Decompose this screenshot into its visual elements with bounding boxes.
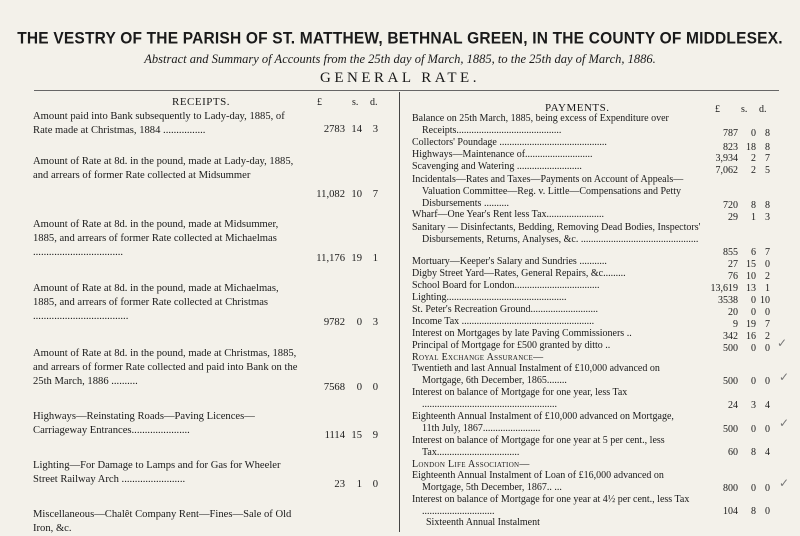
- receipt-1-pounds: 11,082: [316, 189, 345, 200]
- payment-item-13: Interest on Mortgages by late Paving Commissioners ..: [412, 328, 632, 339]
- payment-21-pounds: 800: [723, 483, 738, 494]
- check-mark-icon: ✓: [777, 336, 788, 350]
- payment-item-4: Incidentals—Rates and Taxes—Payments on Account of Appeals—Valuation Committee—Reg. v. Little—Compensations and Petty Disbursements ..........: [412, 174, 684, 209]
- payment-5-pence: 3: [765, 212, 770, 223]
- payment-22-pence: 0: [765, 506, 770, 517]
- receipt-6-pence: 0: [372, 479, 378, 490]
- payment-item-12: Income Tax .....................................................: [412, 316, 595, 327]
- payment-12-pounds: 9: [733, 319, 738, 330]
- receipt-5-pence: 9: [372, 430, 378, 441]
- payments-unit-pounds: £: [715, 104, 720, 115]
- payment-14-pence: 0: [765, 343, 770, 354]
- receipt-1-shillings: 10: [351, 189, 362, 200]
- receipt-4-pence: 0: [372, 382, 378, 393]
- payment-9-shillings: 13: [746, 283, 756, 294]
- payment-14-pounds: 500: [723, 343, 738, 354]
- payment-1-shillings: 18: [746, 142, 756, 153]
- payment-item-5: Wharf—One Year's Rent less Tax.......................: [412, 209, 605, 220]
- payment-0-pence: 8: [765, 128, 770, 139]
- payment-22-shillings: 8: [751, 506, 756, 517]
- receipt-1-pence: 7: [372, 189, 378, 200]
- receipt-0-pounds: 2783: [323, 124, 345, 135]
- payment-14-shillings: 0: [751, 343, 756, 354]
- payment-4-pounds: 720: [723, 200, 738, 211]
- payment-7-pounds: 27: [728, 259, 738, 270]
- payment-3-pence: 5: [765, 165, 770, 176]
- payment-item-9: School Board for London..................................: [412, 280, 600, 291]
- section-heading: GENERAL RATE.: [320, 70, 480, 86]
- receipt-item-0: Amount paid into Bank subsequently to Lady-day, 1885, of Rate made at Christmas, 1884 ................: [33, 111, 285, 137]
- receipt-5-shillings: 15: [351, 430, 362, 441]
- payment-item-21: Eighteenth Annual Instalment of Loan of £16,000 advanced on Mortgage, 5th December, 1867.. ...: [412, 470, 664, 493]
- payments-heading: PAYMENTS.: [545, 102, 610, 114]
- payment-item-18: Eighteenth Annual Instalment of £10,000 advanced on Mortgage, 11th July, 1867.......................: [412, 411, 674, 434]
- receipts-unit-shillings: s.: [352, 97, 359, 108]
- payment-21-shillings: 0: [751, 483, 756, 494]
- document-title: THE VESTRY OF THE PARISH OF ST. MATTHEW, BETHNAL GREEN, IN THE COUNTY OF MIDDLESEX.: [17, 29, 783, 48]
- payment-5-pounds: 29: [728, 212, 738, 223]
- payment-8-pence: 2: [765, 271, 770, 282]
- payment-3-pounds: 7,062: [715, 165, 738, 176]
- receipt-3-pence: 3: [372, 317, 378, 328]
- payment-21-pence: 0: [765, 483, 770, 494]
- receipt-item-5: Highways—Reinstating Roads—Paving Licences—Carriageway Entrances......................: [33, 411, 255, 437]
- payment-9-pounds: 13,619: [710, 283, 738, 294]
- payment-11-shillings: 0: [751, 307, 756, 318]
- payment-10-pounds: 3538: [718, 295, 738, 306]
- payment-10-shillings: 0: [751, 295, 756, 306]
- payment-2-pounds: 3,934: [715, 153, 738, 164]
- payment-item-6: Sanitary — Disinfectants, Bedding, Removing Dead Bodies, Inspectors' Disbursements, Returns, Analyses, &c. ...............................................: [412, 222, 701, 245]
- column-divider: [399, 92, 400, 532]
- payment-13-pounds: 342: [723, 331, 738, 342]
- payment-0-shillings: 0: [751, 128, 756, 139]
- payment-17-pence: 4: [765, 400, 770, 411]
- payment-item-2: Highways—Maintenance of...........................: [412, 149, 593, 160]
- payment-item-15: Royal Exchange Assurance—: [412, 352, 544, 363]
- payment-16-shillings: 0: [751, 376, 756, 387]
- receipt-item-6: Lighting—For Damage to Lamps and for Gas for Wheeler Street Railway Arch ........................: [33, 460, 281, 486]
- payment-6-pence: 7: [765, 247, 770, 258]
- payment-item-3: Scavenging and Watering ..........................: [412, 161, 582, 172]
- payment-item-0: Balance on 25th March, 1885, being excess of Expenditure over Receipts..........................................: [412, 113, 669, 136]
- check-mark-icon: ✓: [779, 370, 790, 384]
- payment-13-pence: 2: [765, 331, 770, 342]
- payment-17-pounds: 24: [728, 400, 738, 411]
- payment-item-17: Interest on balance of Mortgage for one year, less Tax ......................................................: [412, 387, 628, 410]
- payment-item-7: Mortuary—Keeper's Salary and Sundries ...........: [412, 256, 607, 267]
- receipt-item-7: Miscellaneous—Chalêt Company Rent—Fines—Sale of Old Iron, &c.: [33, 509, 292, 535]
- document-subtitle: Abstract and Summary of Accounts from the 25th day of March, 1885, to the 25th day of March, 1886.: [144, 52, 656, 66]
- payment-18-pounds: 500: [723, 424, 738, 435]
- receipt-5-pounds: 1114: [324, 430, 345, 441]
- top-rule: [34, 90, 779, 91]
- payment-5-shillings: 1: [751, 212, 756, 223]
- payment-1-pounds: 823: [723, 142, 738, 153]
- payment-item-11: St. Peter's Recreation Ground...........................: [412, 304, 598, 315]
- payment-11-pence: 0: [765, 307, 770, 318]
- payment-2-shillings: 2: [751, 153, 756, 164]
- receipt-4-shillings: 0: [356, 382, 362, 393]
- payment-19-shillings: 8: [751, 447, 756, 458]
- payment-12-shillings: 19: [746, 319, 756, 330]
- payment-item-8: Digby Street Yard—Rates, General Repairs, &c.........: [412, 268, 626, 279]
- receipt-0-pence: 3: [372, 124, 378, 135]
- payment-18-shillings: 0: [751, 424, 756, 435]
- payment-item-19: Interest on balance of Mortgage for one year at 5 per cent., less Tax.................................: [412, 435, 665, 458]
- receipt-item-1: Amount of Rate at 8d. in the pound, made at Lady-day, 1885, and arrears of former Rate collected at Midsummer: [33, 156, 294, 182]
- payment-1-pence: 8: [765, 142, 770, 153]
- payment-item-14: Principal of Mortgage for £500 granted by ditto ..: [412, 340, 611, 351]
- payment-0-pounds: 787: [723, 128, 738, 139]
- payment-item-23: Sixteenth Annual Instalment: [426, 517, 540, 528]
- payment-13-shillings: 16: [746, 331, 756, 342]
- payment-6-shillings: 6: [751, 247, 756, 258]
- receipt-2-pounds: 11,176: [316, 253, 345, 264]
- payment-7-shillings: 15: [746, 259, 756, 270]
- payment-19-pounds: 60: [728, 447, 738, 458]
- payment-item-20: London Life Association—: [412, 459, 530, 470]
- payment-item-10: Lighting................................................: [412, 292, 567, 303]
- payment-22-pounds: 104: [723, 506, 738, 517]
- payment-12-pence: 7: [765, 319, 770, 330]
- payment-item-16: Twentieth and last Annual Instalment of £10,000 advanced on Mortgage, 6th December, 1865........: [412, 363, 660, 386]
- receipt-2-shillings: 19: [351, 253, 362, 264]
- payment-3-shillings: 2: [751, 165, 756, 176]
- payment-18-pence: 0: [765, 424, 770, 435]
- receipt-6-shillings: 1: [356, 479, 362, 490]
- payment-2-pence: 7: [765, 153, 770, 164]
- receipt-4-pounds: 7568: [323, 382, 345, 393]
- payment-10-pence: 10: [760, 295, 770, 306]
- receipt-2-pence: 1: [372, 253, 378, 264]
- receipt-item-2: Amount of Rate at 8d. in the pound, made at Midsummer, 1885, and arrears of former Rate collected at Michaelmas ..................................: [33, 219, 279, 259]
- receipt-3-pounds: 9782: [323, 317, 345, 328]
- payment-19-pence: 4: [765, 447, 770, 458]
- payment-9-pence: 1: [765, 283, 770, 294]
- receipts-unit-pounds: £: [317, 97, 322, 108]
- payment-8-pounds: 76: [728, 271, 738, 282]
- payment-4-shillings: 8: [751, 200, 756, 211]
- receipt-6-pounds: 23: [334, 479, 345, 490]
- payment-8-shillings: 10: [746, 271, 756, 282]
- receipt-item-4: Amount of Rate at 8d. in the pound, made at Christmas, 1885, and arrears of former Rate collected and paid into Bank on the 25th March, 1886 ..........: [33, 348, 298, 388]
- payment-item-1: Collectors' Poundage ...........................................: [412, 137, 607, 148]
- payment-11-pounds: 20: [728, 307, 738, 318]
- receipt-3-shillings: 0: [356, 317, 362, 328]
- payment-16-pence: 0: [765, 376, 770, 387]
- payment-4-pence: 8: [765, 200, 770, 211]
- receipt-0-shillings: 14: [351, 124, 362, 135]
- payment-item-22: Interest on balance of Mortgage for one year at 4½ per cent., less Tax .............................: [412, 494, 690, 517]
- payment-16-pounds: 500: [723, 376, 738, 387]
- payment-6-pounds: 855: [723, 247, 738, 258]
- receipts-unit-pence: d.: [370, 97, 378, 108]
- payment-7-pence: 0: [765, 259, 770, 270]
- check-mark-icon: ✓: [779, 416, 790, 430]
- receipt-item-3: Amount of Rate at 8d. in the pound, made at Michaelmas, 1885, and arrears of former Rate collected at Christmas ....................................: [33, 283, 279, 323]
- payments-unit-pence: d.: [759, 104, 767, 115]
- payments-unit-shillings: s.: [741, 104, 748, 115]
- check-mark-icon: ✓: [779, 476, 790, 490]
- receipts-heading: RECEIPTS.: [172, 96, 230, 108]
- payment-17-shillings: 3: [751, 400, 756, 411]
